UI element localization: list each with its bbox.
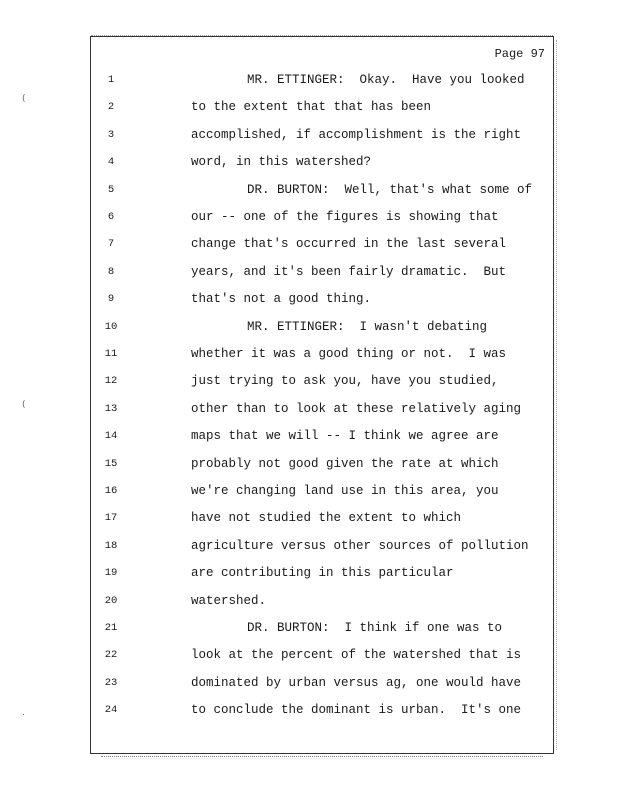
line-number: 13	[104, 402, 118, 415]
line-number: 20	[104, 594, 118, 607]
transcript-line	[91, 508, 553, 528]
line-number: 19	[104, 567, 118, 580]
page-number: Page 97	[494, 47, 545, 61]
transcript-line	[91, 371, 553, 391]
transcript-line	[91, 563, 553, 583]
transcript-line	[91, 536, 553, 556]
transcript-line	[91, 399, 553, 419]
line-number: 6	[107, 211, 115, 223]
transcript-line	[91, 234, 553, 254]
line-text: accomplished, if accomplishment is the right	[191, 127, 522, 142]
line-number: 14	[104, 430, 118, 443]
line-number: 2	[107, 101, 115, 114]
line-number: 1	[107, 74, 115, 86]
line-text: agriculture versus other sources of pollution	[191, 538, 529, 553]
line-text: DR. BURTON: Well, that's what some of	[247, 182, 533, 197]
line-text: look at the percent of the watershed that is	[191, 648, 522, 663]
line-number: 8	[107, 265, 115, 278]
transcript-line	[91, 97, 553, 117]
transcript-line	[91, 454, 553, 474]
line-number: 4	[107, 156, 115, 169]
line-text: word, in this watershed?	[191, 155, 372, 170]
line-text: probably not good given the rate at which	[191, 456, 499, 471]
line-number: 18	[104, 539, 118, 552]
line-text: other than to look at these relatively aging	[191, 401, 522, 416]
line-text: have not studied the extent to which	[191, 511, 462, 526]
line-text: whether it was a good thing or not. I was	[191, 347, 507, 361]
line-number: 5	[107, 183, 115, 196]
transcript-line	[91, 481, 553, 501]
transcript-line	[91, 591, 553, 611]
line-text: DR. BURTON: I think if one was to	[247, 621, 503, 635]
transcript-line	[91, 207, 553, 227]
line-number: 23	[104, 676, 118, 689]
line-number: 21	[104, 622, 118, 634]
transcript-lines	[91, 37, 553, 753]
scan-edge-artifact	[556, 40, 559, 750]
binding-hole-mark-top: (	[22, 94, 26, 104]
line-text: change that's occurred in the last several	[191, 237, 507, 252]
transcript-line	[91, 426, 553, 446]
line-number: 17	[104, 512, 118, 525]
line-text: maps that we will -- I think we agree are	[191, 429, 499, 444]
line-text: just trying to ask you, have you studied,	[191, 374, 499, 389]
transcript-line	[91, 262, 553, 282]
transcript-line	[91, 180, 553, 200]
line-number: 3	[107, 128, 115, 141]
transcript-line	[91, 125, 553, 145]
transcript-line	[91, 70, 553, 90]
line-text: our -- one of the figures is showing that	[191, 210, 499, 224]
transcript-line	[91, 618, 553, 638]
line-text: that's not a good thing.	[191, 292, 372, 307]
transcript-line	[91, 317, 553, 337]
line-text: MR. ETTINGER: Okay. Have you looked	[247, 73, 525, 87]
line-text: to the extent that that has been	[191, 100, 432, 115]
line-number: 15	[104, 457, 118, 470]
transcript-line	[91, 700, 553, 720]
line-text: we're changing land use in this area, you	[191, 484, 499, 498]
line-number: 11	[104, 348, 118, 360]
line-number: 10	[104, 320, 118, 333]
line-number: 12	[104, 375, 118, 388]
line-text: watershed.	[191, 593, 267, 608]
binding-hole-mark-middle: (	[22, 400, 26, 410]
line-number: 7	[107, 238, 115, 251]
transcript-line	[91, 344, 553, 364]
line-number: 22	[104, 649, 118, 662]
transcript-page	[90, 36, 554, 754]
line-text: to conclude the dominant is urban. It's one	[191, 703, 522, 718]
line-text: MR. ETTINGER: I wasn't debating	[247, 319, 488, 334]
transcript-line	[91, 673, 553, 693]
line-number: 9	[107, 293, 115, 306]
line-text: are contributing in this particular	[191, 566, 454, 581]
transcript-line	[91, 645, 553, 665]
transcript-line	[91, 289, 553, 309]
line-number: 24	[104, 704, 118, 717]
transcript-line	[91, 152, 553, 172]
line-text: years, and it's been fairly dramatic. But	[191, 264, 507, 279]
line-number: 16	[104, 485, 118, 497]
line-text: dominated by urban versus ag, one would have	[191, 675, 522, 690]
binding-hole-mark-bottom: .	[22, 708, 25, 718]
